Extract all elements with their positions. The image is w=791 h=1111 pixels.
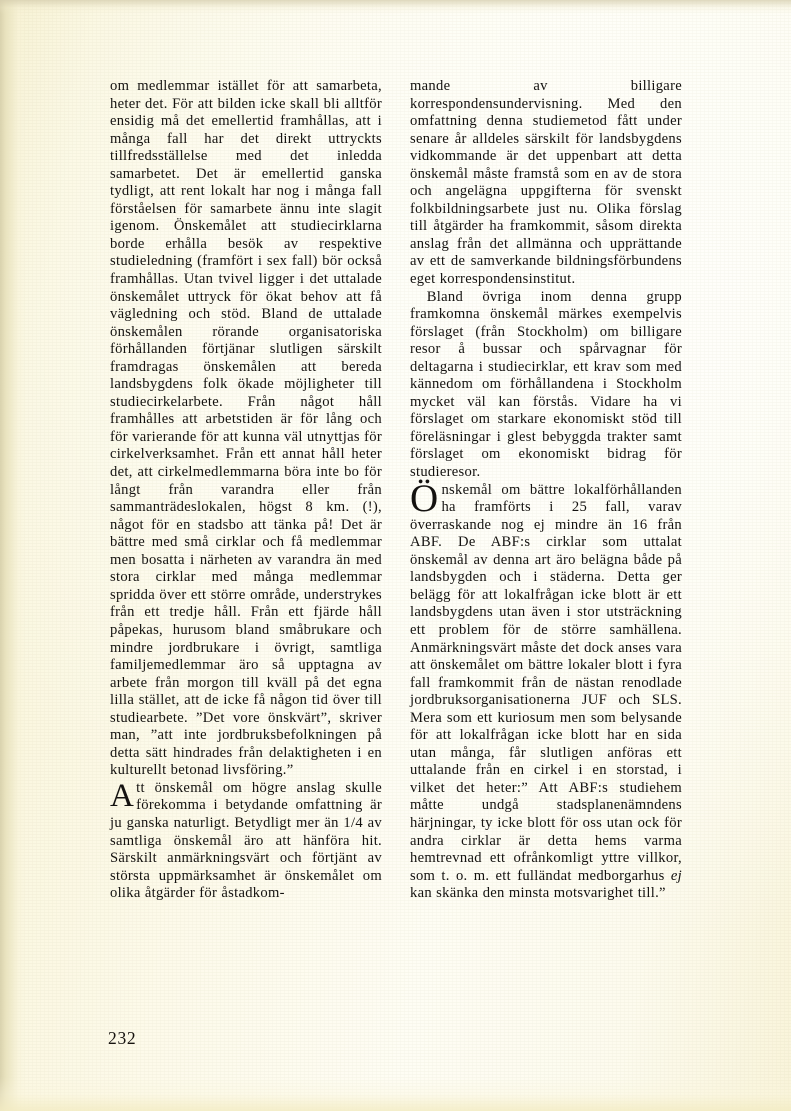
two-column-text-body — [110, 78, 682, 998]
page-left-edge-shadow — [0, 0, 26, 1111]
page-bottom-edge-shadow — [0, 1077, 791, 1111]
paragraph-dropcap-o — [410, 476, 682, 903]
paragraph-dropcap-a — [110, 777, 382, 903]
italic-word-ej: ej — [670, 867, 682, 884]
right-text-column — [410, 78, 682, 998]
paragraph-dropcap-a-text: tt önskemål om högre anslag skulle förekomma i betydande omfattning är ju ganska naturligt. Betydligt mer än 1/4 av samtliga önskemål äro att hänföra hit. Särskilt anmärkningsvärt och förtjänt av största uppmärksamhet är önskemålet om olika åtgärder för åstadkom- — [110, 779, 382, 902]
paragraph-dropcap-o-text-tail: kan skänka den minsta motsvarighet till.” — [410, 885, 666, 902]
page-number-folio: 232 — [108, 1028, 137, 1048]
paragraph-dropcap-o-text: nskemål om bättre lokalförhållanden ha framförts i 25 fall, varav överraskande nog ej mindre än 16 från ABF. De ABF:s cirklar som uttalat önskemål av denna art äro belägna både på landsbygden och i städerna. Detta ger belägg för att lokalfrågan icke blott är ett landsbygdens utan även i stor utsträckning ett problem för de större samhällena. Anmärkningsvärt måste det dock anses vara att önskemålet om bättre lokaler blott i fyra fall framkommit från de nästan renodlade jordbruksorganisationerna JUF och SLS. Mera som ett kuriosum men som belysande för att lokalfrågan icke blott har en sida utan många, får slutligen anföras ett uttalande från en cirkel i en storstad, i vilket det heter:” Att ABF:s studiehem måtte undgå stadsplanenämndens härjningar, ty icke blott för oss utan ock för andra cirklar är detta hems varma hemtrevnad ett ofrånkomligt yttre villkor, som t. o. m. ett fulländat medborgarhus — [410, 481, 682, 884]
dropcap-letter-o-umlaut: Ö — [410, 476, 439, 520]
page-top-edge-shadow — [0, 0, 791, 14]
paragraph-bland-ovriga: Bland övriga inom denna grupp framkomna önskemål märkes exempelvis förslaget (från Stockholm) om billigare resor å bussar och spårvagnar för deltagarna i studiecirklar, ett krav som med kännedom om förhållandena i Stockholm mycket väl kan förstås. Vidare ha vi förslaget om starkare ekonomiskt stöd till föreläsningar i glest bebyggda trakter samt förslaget om ekonomiskt bidrag för studieresor. — [410, 288, 682, 481]
paragraph-continued-top-left: om medlemmar istället för att samarbeta, heter det. För att bilden icke skall bli alltför ensidig må det emellertid framhållas, att i många fall har det direkt uttryckts tillfredsställelse med det inledda samarbetet. Det är emellertid ganska tydligt, att rent lokalt har nog i många fall förståelsen för samarbete ännu inte slagit igenom. Önskemålet att studiecirklarna borde erhålla besök av respektive studieledning (framfört i sex fall) bör också framhållas. Utan tvivel ligger i det uttalade önskemålet uttryck för ökat behov att få vägledning och stöd. Bland de uttalade önskemålen rörande organisatoriska förhållanden förtjänar slutligen särskilt framdragas önskemålen att bereda landsbygdens folk ökade möjligheter till studiecirkelarbete. Från något håll framhålles att arbetstiden är för lång och för varierande för att kunna väl utnyttjas för cirkelverksamhet. Från ett annat håll heter det, att cirkelmedlemmarna böra inte bo för långt från varandra eller från sammanträdeslokalen, högst 8 km. (!), något för en stadsbo att tänka på! Det är bättre med små cirklar och få medlemmar men bosatta i närheten av varandra än med stora cirklar med många medlemmar spridda över ett större område, understrykes från ett tredje håll. Från ett fjärde håll påpekas, hurusom bland småbrukare och mindre jordbrukare i övrigt, samtliga familjemedlemmar äro så upptagna av arbete från morgon till kväll på det egna lilla stället, att de icke få någon tid över till studiearbete. ”Det vore önskvärt”, skriver man, ”att inte jordbruksbefolkningen på detta sätt hindrades från delaktigheten i en kulturellt betonad livsföring.” — [110, 78, 382, 779]
left-text-column — [110, 78, 382, 998]
dropcap-letter-a: A — [110, 777, 135, 814]
paragraph-continued-top-right: mande av billigare korrespondensundervisning. Med den omfattning denna studiemetod fått under senare år alldeles särskilt för landsbygdens vidkommande är det uppenbart att detta önskemål måste framstå som en av de stora och angelägna uppgifterna för svenskt folkbildningsarbete just nu. Olika förslag till åtgärder ha framkommit, såsom direkta anslag från det allmänna och upprättande av ett de samverkande bildningsförbundens eget korrespondensinstitut. — [410, 78, 682, 288]
